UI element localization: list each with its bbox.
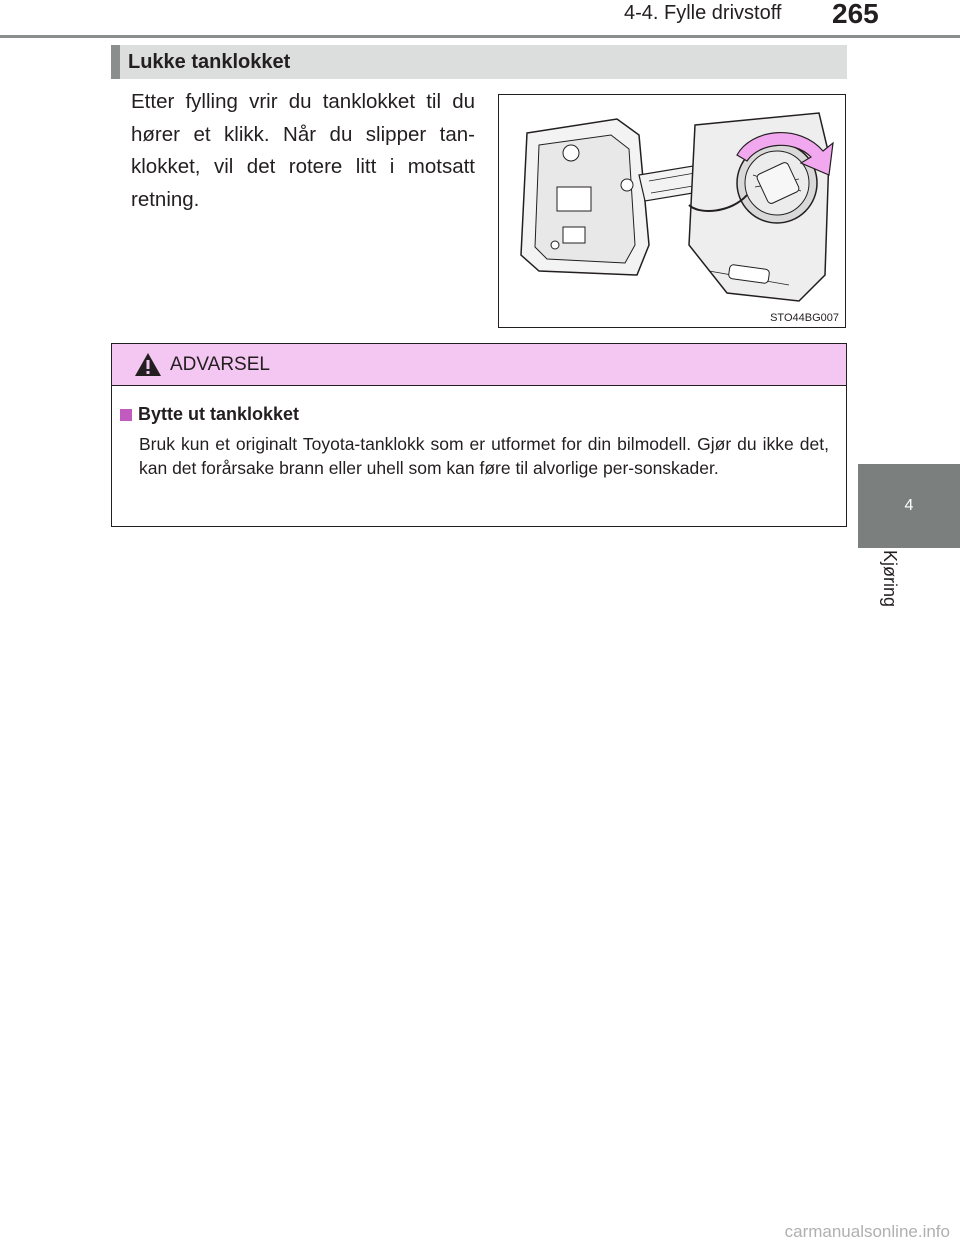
warning-text: Bruk kun et originalt Toyota-tanklokk som er utformet for din bilmodell. Gjør du ikke det, kan det forårsake brann eller uhell som kan føre til alvorlige per-sonskader. bbox=[139, 434, 829, 478]
header-rule bbox=[0, 35, 960, 38]
warning-title: ADVARSEL bbox=[170, 353, 270, 375]
bullet-square-icon bbox=[120, 409, 132, 421]
warning-subheading bbox=[120, 404, 299, 425]
section-heading: Lukke tanklokket bbox=[111, 45, 847, 79]
watermark: carmanualsonline.info bbox=[784, 1222, 950, 1241]
warning-box bbox=[111, 343, 847, 527]
header-section-title: 4-4. Fylle drivstoff bbox=[624, 2, 782, 24]
chapter-side-label bbox=[880, 540, 926, 630]
chapter-tab bbox=[858, 464, 960, 548]
page-number: 265 bbox=[832, 0, 879, 29]
fuel-cap-illustration bbox=[498, 94, 846, 328]
warning-header bbox=[112, 344, 846, 386]
warning-subheading-text: Bytte ut tanklokket bbox=[138, 404, 300, 424]
chapter-number: 4 bbox=[904, 497, 914, 514]
section-body-text: Etter fylling vrir du tanklokket til du hører et klikk. Når du slipper tan-klokket, vil det rotere litt i motsatt retning. bbox=[131, 90, 475, 211]
chapter-label: Kjøring bbox=[880, 550, 900, 608]
figure-code: STO44BG007 bbox=[770, 312, 839, 324]
warning-triangle-icon bbox=[134, 352, 162, 377]
